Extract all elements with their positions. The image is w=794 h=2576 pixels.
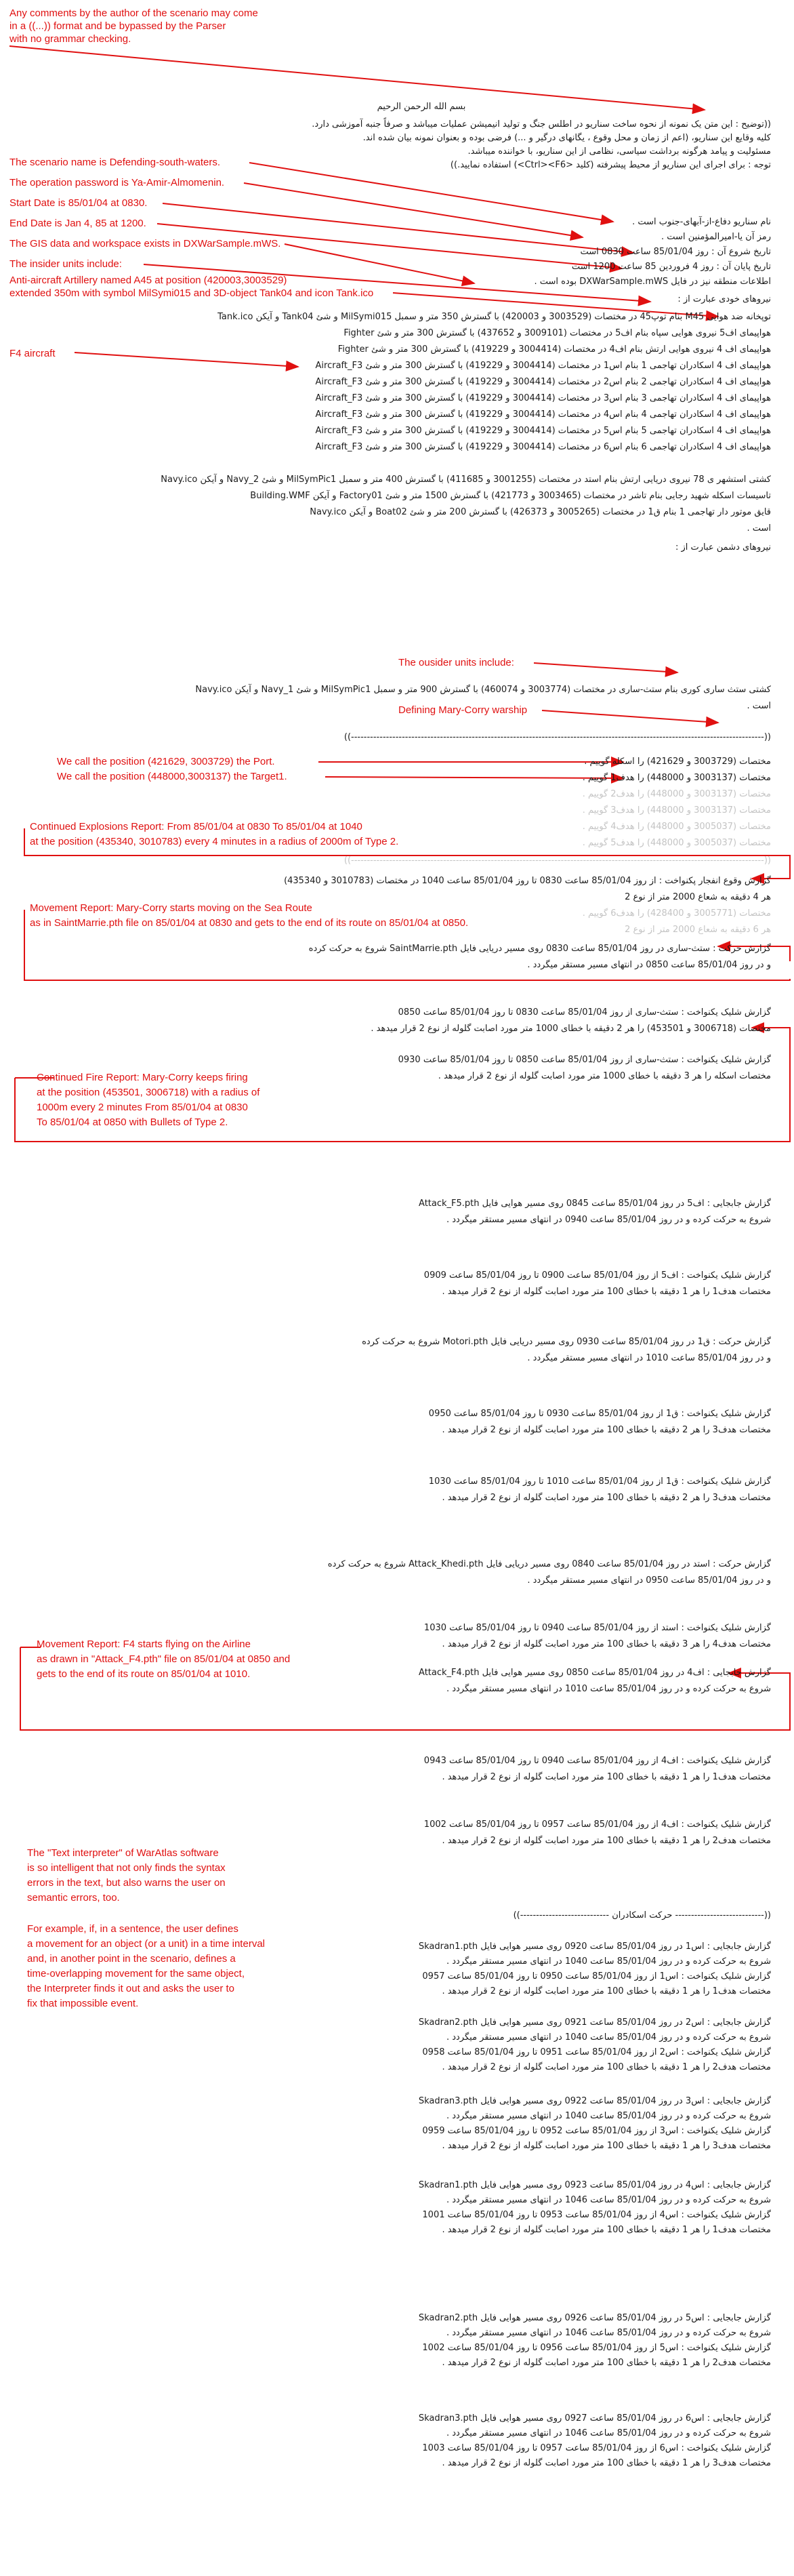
doc-line: مختصات هدف1 را هر 1 دقیقه با خطای 100 متر مورد اصابت گلوله از نوع 2 قرار میدهد . — [442, 1287, 771, 1297]
doc-line: است . — [747, 701, 771, 711]
doc-line: مختصات اسکله را هر 3 دقیقه با خطای 1000 متر مورد اصابت گلوله از نوع 2 قرار میدهد . — [438, 1071, 771, 1081]
doc-line: مختصات هدف1 را هر 1 دقیقه با خطای 100 متر مورد اصابت گلوله از نوع 2 قرار میدهد . — [442, 2225, 771, 2235]
annotation-line: Movement Report: Mary-Corry starts moving on the Sea Route — [30, 902, 312, 914]
doc-line: است . — [747, 523, 771, 534]
doc-line: شروع به حرکت کرده و در روز 85/01/04 ساعت 1040 در انتهای مسیر مستقر میگردد . — [446, 1956, 771, 1967]
annotation-line: time-overlapping movement for the same object, — [27, 1968, 245, 1979]
annotation-line: as in SaintMarrie.pth file on 85/01/04 at 0830 and gets to the end of its route on 85/01/04 at 0850. — [30, 917, 469, 929]
annotation-line: with no grammar checking. — [9, 33, 131, 45]
doc-line: گزارش شلیک یکنواخت : ستث-ساری از روز 85/01/04 ساعت 0850 تا روز 85/01/04 ساعت 0930 — [398, 1055, 771, 1065]
doc-line: مختصات هدف3 را هر 2 دقیقه با خطای 100 متر مورد اصابت گلوله از نوع 2 قرار میدهد . — [442, 1493, 771, 1503]
annotation-line: F4 aircraft — [9, 348, 56, 359]
doc-line: توجه : برای اجرای این سناریو از محیط پیشرفته (کلید <Ctrl><F6>) استفاده نمایید.)) — [450, 160, 771, 170]
doc-line: بسم الله الرحمن الرحیم — [377, 102, 466, 112]
doc-line: گزارش جابجایی : اس4 در روز 85/01/04 ساعت 0923 روی مسیر هوایی فایل Skadran1.pth — [418, 2180, 771, 2190]
doc-line: هواپیمای اف5 نیروی هوایی سپاه بنام اف5 در مختصات (3009101 و 437652) با گسترش 300 متر و شئ Fighter — [343, 328, 771, 338]
doc-line: شروع به حرکت کرده و در روز 85/01/04 ساعت 1040 در انتهای مسیر مستقر میگردد . — [446, 2111, 771, 2121]
annotation-line: To 85/01/04 at 0850 with Bullets of Type 2. — [37, 1116, 228, 1128]
annotation-line: at the position (453501, 3006718) with a radius of — [37, 1087, 260, 1098]
doc-line: گزارش شلیک یکنواخت : ق1 از روز 85/01/04 ساعت 0930 تا روز 85/01/04 ساعت 0950 — [428, 1409, 771, 1419]
annotation-line: We call the position (448000,3003137) the Target1. — [57, 771, 287, 782]
annotation-line: The "Text interpreter" of WarAtlas software — [27, 1847, 219, 1859]
doc-line: گزارش شلیک یکنواخت : اف4 از روز 85/01/04 ساعت 0957 تا روز 85/01/04 ساعت 1002 — [423, 1819, 771, 1830]
doc-line: نیروهای خودی عبارت از : — [677, 294, 771, 304]
doc-line: شروع به حرکت کرده و در روز 85/01/04 ساعت 1046 در انتهای مسیر مستقر میگردد . — [446, 2328, 771, 2338]
annotation-line: 1000m every 2 minutes From 85/01/04 at 0830 — [37, 1102, 248, 1113]
arrow — [163, 203, 633, 253]
doc-line: گزارش شلیک یکنواخت : ق1 از روز 85/01/04 ساعت 1010 تا روز 85/01/04 ساعت 1030 — [428, 1476, 771, 1487]
annotation-line: We call the position (421629, 3003729) the Port. — [57, 756, 275, 767]
annotation-line: is so intelligent that not only finds the syntax — [27, 1862, 226, 1874]
annotation-line: The operation password is Ya-Amir-Almomenin. — [9, 177, 225, 188]
doc-line: گزارش جابجایی : اس1 در روز 85/01/04 ساعت 0920 روی مسیر هوایی فایل Skadran1.pth — [418, 1941, 771, 1952]
doc-line: گزارش حرکت : ستث-ساری در روز 85/01/04 ساعت 0830 روی مسیر دریایی فایل SaintMarrie.pth شروع به حرکت کرده — [308, 944, 771, 954]
annotation-line: Start Date is 85/01/04 at 0830. — [9, 197, 148, 209]
doc-line: شروع به حرکت کرده و در روز 85/01/04 ساعت 1046 در انتهای مسیر مستقر میگردد . — [446, 2428, 771, 2438]
doc-line: شروع به حرکت کرده و در روز 85/01/04 ساعت 1046 در انتهای مسیر مستقر میگردد . — [446, 2195, 771, 2205]
doc-line: کشتی استشهر ی 78 نیروی دریایی ارتش بنام استد در مختصات (3001255 و 411685) با گسترش 400 متر و سمبل MilSymPic1 و شئ Navy_2 و آیکن Navy.ico — [161, 475, 771, 485]
doc-line: شروع به حرکت کرده و در روز 85/01/04 ساعت 1010 در انتهای مسیر مستقر میگردد . — [446, 1684, 771, 1694]
doc-line: گزارش شلیک یکنواخت : ستث-ساری از روز 85/01/04 ساعت 0830 تا روز 85/01/04 ساعت 0850 — [398, 1007, 771, 1018]
annotation-line: Continued Fire Report: Mary-Corry keeps firing — [37, 1072, 248, 1083]
doc-line-faded: هر 6 دقیقه به شعاع 2000 متر از نوع 2 — [625, 925, 771, 935]
arrow — [24, 828, 790, 879]
doc-line: مختصات هدف3 را هر 1 دقیقه با خطای 100 متر مورد اصابت گلوله از نوع 2 قرار میدهد . — [442, 2458, 771, 2468]
doc-line: توپخانه ضد هوایی M45 بنام توپ45 در مختصات (3003529 و 420003) با گسترش 350 متر و سمبل MilSymi015 و شئ Tank04 و آیکن Tank.ico — [217, 312, 771, 322]
doc-line: مختصات هدف4 را هر 3 دقیقه با خطای 100 متر مورد اصابت گلوله از نوع 2 قرار میدهد . — [442, 1639, 771, 1649]
annotation-line: errors in the text, but also warns the user on — [27, 1877, 226, 1889]
annotation-line: Anti-aircraft Artillery named A45 at position (420003,3003529) — [9, 275, 287, 286]
doc-line: گزارش شلیک یکنواخت : اف5 از روز 85/01/04 ساعت 0900 تا روز 85/01/04 ساعت 0909 — [423, 1270, 771, 1281]
doc-line: مختصات (3003137 و 448000) را هدف1 گوییم . — [582, 773, 771, 783]
doc-line: مختصات هدف3 را هر 2 دقیقه با خطای 100 متر مورد اصابت گلوله از نوع 2 قرار میدهد . — [442, 1425, 771, 1435]
annotation-line: and, in another point in the scenario, defines a — [27, 1953, 236, 1965]
annotation-line: gets to the end of its route on 85/01/04 at 1010. — [37, 1668, 251, 1680]
doc-line: گزارش شلیک یکنواخت : اس4 از روز 85/01/04 ساعت 0953 تا روز 85/01/04 ساعت 1001 — [422, 2210, 771, 2220]
doc-line: هر 4 دقیقه به شعاع 2000 متر از نوع 2 — [625, 892, 771, 902]
doc-line: مختصات هدف2 را هر 1 دقیقه با خطای 100 متر مورد اصابت گلوله از نوع 2 قرار میدهد . — [442, 1836, 771, 1846]
annotation-line: at the position (435340, 3010783) every 4 minutes in a radius of 2000m of Type 2. — [30, 836, 399, 847]
doc-line: گزارش جابجایی : اف5 در روز 85/01/04 ساعت 0845 روی مسیر هوایی فایل Attack_F5.pth — [419, 1199, 771, 1209]
arrow — [534, 663, 677, 672]
annotation-line: Movement Report: F4 starts flying on the Airline — [37, 1638, 251, 1650]
doc-line-faded: مختصات (3005037 و 448000) را هدف4 گوییم . — [582, 822, 771, 832]
doc-line: نام سناریو دفاع-از-آبهای-جنوب است . — [632, 217, 771, 227]
doc-line-faded: مختصات (3005037 و 448000) را هدف5 گوییم . — [582, 838, 771, 848]
doc-line: مختصات هدف1 را هر 1 دقیقه با خطای 100 متر مورد اصابت گلوله از نوع 2 قرار میدهد . — [442, 1986, 771, 1996]
doc-line: گزارش شلیک یکنواخت : اس3 از روز 85/01/04 ساعت 0952 تا روز 85/01/04 ساعت 0959 — [422, 2126, 771, 2136]
annotation-line: The scenario name is Defending-south-waters. — [9, 157, 220, 168]
divider-line: ((----------------------------------------------------------------------------------------------------------------------------------)) — [343, 856, 771, 866]
doc-line: نیروهای دشمن عبارت از : — [675, 542, 771, 552]
doc-line: تاسیسات اسکله شهید رجایی بنام تاشر در مختصات (3003465 و 421773) با گسترش 1500 متر و شئ Factory01 و آیکن Building.WMF — [250, 491, 771, 501]
doc-line: گزارش جابجایی : اس3 در روز 85/01/04 ساعت 0922 روی مسیر هوایی فایل Skadran3.pth — [418, 2096, 771, 2106]
doc-line: هواپیمای اف 4 اسکادران تهاجمی 4 بنام اس4 در مختصات (3004414 و 419229) با گسترش 300 متر و شئ Aircraft_F3 — [315, 409, 771, 420]
doc-line: و در روز 85/01/04 ساعت 0950 در انتهای مسیر مستقر میگردد . — [527, 1575, 771, 1586]
doc-line-faded: مختصات (3003137 و 448000) را هدف3 گوییم . — [582, 805, 771, 816]
doc-line: شروع به حرکت کرده و در روز 85/01/04 ساعت 0940 در انتهای مسیر مستقر میگردد . — [446, 1215, 771, 1225]
doc-line: هواپیمای اف 4 اسکادران تهاجمی 3 بنام اس3 در مختصات (3004414 و 419229) با گسترش 300 متر و شئ Aircraft_F3 — [315, 393, 771, 403]
arrow — [9, 46, 705, 110]
doc-line: هواپیمای اف 4 اسکادران تهاجمی 6 بنام اس6 در مختصات (3004414 و 419229) با گسترش 300 متر و شئ Aircraft_F3 — [315, 442, 771, 452]
annotation-line: The ousider units include: — [398, 657, 514, 668]
doc-line: هواپیمای اف 4 اسکادران تهاجمی 2 بنام اس2 در مختصات (3004414 و 419229) با گسترش 300 متر و شئ Aircraft_F3 — [315, 377, 771, 387]
doc-line: گزارش شلیک یکنواخت : اس6 از روز 85/01/04 ساعت 0957 تا روز 85/01/04 ساعت 1003 — [422, 2443, 771, 2453]
doc-line: کشتی ستث ساری کوری بنام ستث-ساری در مختصات (3003774 و 460074) با گسترش 900 متر و سمبل MilSymPic1 و شئ Navy_1 و آیکن Navy.ico — [195, 685, 771, 695]
doc-line: ((توضیح : این متن یک نمونه از نحوه ساخت سناریو در اطلس جنگ و تولید انیمیشن عملیات میباشد و صرفاً جنبه آموزشی دارد. — [312, 119, 771, 129]
annotation-line: semantic errors, too. — [27, 1892, 120, 1904]
doc-line: مختصات (3003729 و 421629) را اسکله گوییم . — [584, 757, 771, 767]
doc-line: هواپیمای اف 4 اسکادران تهاجمی 5 بنام اس5 در مختصات (3004414 و 419229) با گسترش 300 متر و شئ Aircraft_F3 — [315, 426, 771, 436]
doc-line-faded: مختصات (3003137 و 448000) را هدف2 گوییم . — [582, 789, 771, 799]
doc-line-faded: مختصات (3005771 و 428400) را هدف6 گوییم . — [582, 908, 771, 919]
annotation-line: in a ((...)) format and be bypassed by the Parser — [9, 20, 226, 32]
doc-line: گزارش شلیک یکنواخت : اف4 از روز 85/01/04 ساعت 0940 تا روز 85/01/04 ساعت 0943 — [423, 1756, 771, 1766]
annotation-line: a movement for an object (or a unit) in a time interval — [27, 1938, 265, 1950]
doc-line: گزارش جابجایی : اس2 در روز 85/01/04 ساعت 0921 روی مسیر هوایی فایل Skadran2.pth — [418, 2017, 771, 2028]
doc-line: مختصات هدف1 را هر 1 دقیقه با خطای 100 متر مورد اصابت گلوله از نوع 2 قرار میدهد . — [442, 1772, 771, 1782]
doc-line: مختصات هدف2 را هر 1 دقیقه با خطای 100 متر مورد اصابت گلوله از نوع 2 قرار میدهد . — [442, 2358, 771, 2368]
annotation-line: The GIS data and workspace exists in DXWarSample.mWS. — [9, 238, 281, 249]
annotation-line: Defining Mary-Corry warship — [398, 704, 528, 716]
doc-line: مختصات هدف3 را هر 1 دقیقه با خطای 100 متر مورد اصابت گلوله از نوع 2 قرار میدهد . — [442, 2141, 771, 2151]
arrow — [542, 710, 718, 723]
doc-line: قایق موتور دار تهاجمی 1 بنام ق1 در مختصات (3005265 و 426373) با گسترش 200 متر و شئ Boat02 و آیکن Navy.ico — [310, 507, 771, 517]
annotation-line: The insider units include: — [9, 258, 122, 270]
annotation-line: Continued Explosions Report: From 85/01/04 at 0830 To 85/01/04 at 1040 — [30, 821, 362, 832]
doc-line: رمز آن یا-امیرالمؤمنین است . — [661, 232, 771, 242]
doc-line: اطلاعات منطقه نیز در فایل DXWarSample.mWS بوده است . — [534, 277, 771, 287]
annotation-line: the Interpreter finds it out and asks the user to — [27, 1983, 235, 1994]
arrow — [15, 1028, 790, 1142]
section-divider: ((---------------------------- حرکت اسکادران ----------------------------)) — [513, 1910, 771, 1920]
doc-line: هواپیمای اف 4 اسکادران تهاجمی 1 بنام اس1 در مختصات (3004414 و 419229) با گسترش 300 متر و شئ Aircraft_F3 — [315, 361, 771, 371]
doc-line: گزارش شلیک یکنواخت : اس5 از روز 85/01/04 ساعت 0956 تا روز 85/01/04 ساعت 1002 — [422, 2343, 771, 2353]
doc-line: گزارش جابجایی : اف4 در روز 85/01/04 ساعت 0850 روی مسیر هوایی فایل Attack_F4.pth — [419, 1668, 771, 1678]
doc-line: کلیه وقایع این سناریو، (اعم از زمان و محل وقوع ، یگانهای درگیر و ...) فرضی بوده و بعنوان نمونه بیان شده اند. — [362, 133, 771, 143]
doc-line: مسئولیت و پیامد هرگونه برداشت سیاسی، نظامی از این سناریو، با خواننده میباشد. — [467, 146, 771, 157]
doc-line: گزارش شلیک یکنواخت : اس2 از روز 85/01/04 ساعت 0951 تا روز 85/01/04 ساعت 0958 — [422, 2047, 771, 2057]
doc-line: گزارش وقوع انفجار پکنواخت : از روز 85/01/04 ساعت 0830 تا روز 85/01/04 ساعت 1040 در مختصات (3010783 و 435340) — [284, 876, 771, 886]
annotation-line: For example, if, in a sentence, the user defines — [27, 1923, 238, 1935]
doc-line: تاریخ شروع آن : روز 85/01/04 ساعت 0830 است — [580, 247, 771, 257]
doc-line: شروع به حرکت کرده و در روز 85/01/04 ساعت 1040 در انتهای مسیر مستقر میگردد . — [446, 2032, 771, 2042]
doc-line: و در روز 85/01/04 ساعت 0850 در انتهای مسیر مستقر میگردد . — [527, 960, 771, 970]
doc-line: گزارش جابجایی : اس6 در روز 85/01/04 ساعت 0927 روی مسیر هوایی فایل Skadran3.pth — [418, 2413, 771, 2423]
annotation-line: extended 350m with symbol MilSymi015 and 3D-object Tank04 and icon Tank.ico — [9, 287, 374, 299]
divider-line: ((----------------------------------------------------------------------------------------------------------------------------------)) — [343, 732, 771, 742]
doc-line: مختصات (3006718 و 453501) را هر 2 دقیقه با خطای 1000 متر مورد اصابت گلوله از نوع 2 قرار میدهد . — [371, 1024, 771, 1034]
annotation-line: End Date is Jan 4, 85 at 1200. — [9, 218, 146, 229]
doc-line: گزارش جابجایی : اس5 در روز 85/01/04 ساعت 0926 روی مسیر هوایی فایل Skadran2.pth — [418, 2313, 771, 2323]
annotation-line: fix that impossible event. — [27, 1998, 139, 2009]
doc-line: گزارش شلیک یکنواخت : استد از روز 85/01/04 ساعت 0940 تا روز 85/01/04 ساعت 1030 — [423, 1623, 771, 1633]
doc-line: گزارش حرکت : ق1 در روز 85/01/04 ساعت 0930 روی مسیر دریایی فایل Motori.pth شروع به حرکت کرده — [362, 1337, 771, 1347]
doc-line: مختصات هدف2 را هر 1 دقیقه با خطای 100 متر مورد اصابت گلوله از نوع 2 قرار میدهد . — [442, 2062, 771, 2072]
annotation-line: as drawn in "Attack_F4.pth" file on 85/01/04 at 0850 and — [37, 1653, 291, 1665]
doc-line: گزارش حرکت : استد در روز 85/01/04 ساعت 0840 روی مسیر دریایی فایل Attack_Khedi.pth شروع به حرکت کرده — [327, 1559, 771, 1569]
doc-line: گزارش شلیک یکنواخت : اس1 از روز 85/01/04 ساعت 0950 تا روز 85/01/04 ساعت 0957 — [422, 1971, 771, 1981]
doc-line: هواپیمای اف 4 نیروی هوایی ارتش بنام اف4 در مختصات (3004414 و 419229) با گسترش 300 متر و شئ Fighter — [337, 344, 771, 355]
doc-line: تاریخ پایان آن : روز 4 فروردین 85 ساعت 1200 است — [571, 262, 771, 272]
annotation-line: Any comments by the author of the scenario may come — [9, 7, 258, 19]
doc-line: و در روز 85/01/04 ساعت 1010 در انتهای مسیر مستقر میگردد . — [527, 1353, 771, 1363]
